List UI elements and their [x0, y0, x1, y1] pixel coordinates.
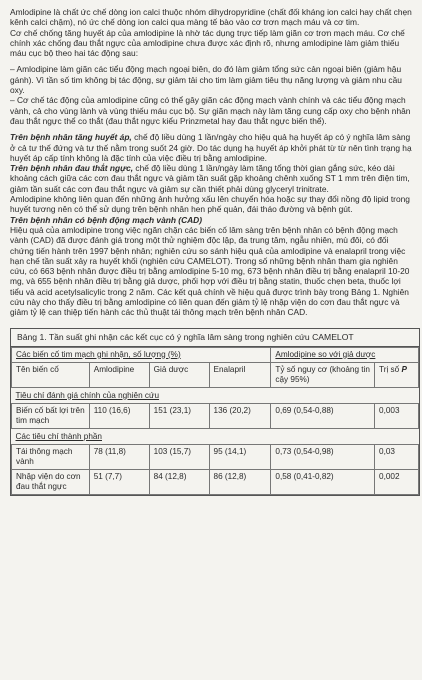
table-row [12, 444, 419, 469]
cell-hazard-ratio: 0,73 (0,54-0,98) [271, 444, 375, 469]
cell-p-value: 0,002 [375, 469, 419, 494]
col-header-p-value: Trị số P [375, 362, 419, 387]
section-row [12, 428, 419, 444]
results-table [11, 347, 419, 495]
paragraph-bullet-peripheral: – Amlodipine làm giãn các tiểu động mạch ngoại biên, do đó làm giảm tổng sức cản ngoại biên (giảm hậu gánh). Vì tần số tim không bị tác động, sự giảm tải cho tim làm giảm tiêu thụ năng lượng và giảm nhu cầu oxy. [10, 64, 402, 96]
section-label-components: Các tiêu chí thành phần [12, 428, 419, 444]
cell-amlodipine: 110 (16,6) [89, 403, 149, 428]
paragraph-angina [10, 163, 414, 194]
col-header-amlodipine: Amlodipine [89, 362, 149, 387]
paragraph-mechanism-antihypertensive: Cơ chế chống tăng huyết áp của amlodipine là nhờ tác dụng trực tiếp làm giãn cơ trơn mạch máu. Cơ chế chính xác chống đau thắt ngực của amlodipine chưa được xác định rõ, nhưng amlodipine làm giảm thiếu máu cục bộ theo hai tác động sau: [10, 27, 405, 59]
cell-amlodipine: 51 (7,7) [89, 469, 149, 494]
text-angina: chế độ liều dùng 1 lần/ngày làm tăng tổng thời gian gắng sức, kéo dài khoảng cách giữa các cơn đau thắt ngực và giảm tần suất gặp khoảng chênh xuống ST 1 mm trên điện tim, giảm tần suất các cơn đau thắt ngực và giảm sự cần thiết phải dùng glyceryl trinitrate. [10, 163, 410, 194]
heading-angina: Trên bệnh nhân đau thắt ngực, [10, 163, 134, 174]
col-header-placebo: Giả dược [149, 362, 209, 387]
cell-enalapril: 136 (20,2) [209, 403, 271, 428]
heading-hypertension: Trên bệnh nhân tăng huyết áp, [10, 132, 132, 143]
text-hypertension: chế độ liều dùng 1 lần/ngày cho hiệu quả hạ huyết áp có ý nghĩa lâm sàng ở cả tư thế đứng và tư thế nằm trong suốt 24 giờ. Do tác dụng hạ huyết áp khởi phát từ từ nên tình trạng hạ huyết áp cấp tính không là đặc tính của việc điều trị bằng amlodipine. [10, 132, 412, 163]
group-header-events: Các biến cố tim mạch ghi nhận, số lượng (%) [12, 347, 271, 362]
group-header-comparison: Amlodipine so với giả dược [271, 347, 419, 362]
cell-placebo: 84 (12,8) [149, 469, 209, 494]
paragraph-hypertension [10, 132, 414, 163]
cell-placebo: 103 (15,7) [149, 444, 209, 469]
cell-p-value: 0,03 [375, 444, 419, 469]
table-row [12, 403, 419, 428]
cell-amlodipine: 78 (11,8) [89, 444, 149, 469]
paragraph-mechanism-intro: Amlodipine là chất ức chế dòng ion calci thuộc nhóm dihydropyridine (chất đối kháng ion calci hay chất chẹn kênh calci chậm), nó ức chế dòng ion calci qua màng tế bào vào cơ trơn mạch máu và cơ tim. [10, 7, 412, 28]
paragraph-camelot: Hiệu quả của amlodipine trong việc ngăn chặn các biến cố lâm sàng trên bệnh nhân có bệnh động mạch vành (CAD) đã được đánh giá trong một thử nghiệm độc lập, đa trung tâm, ngẫu nhiên, mù đôi, có đối chứng tiến hành trên 1997 bệnh nhân; nghiên cứu so sánh hiệu quả của amlodipine và enalapril trong việc hạn chế tần suất xảy ra huyết khối (nghiên cứu CAMELOT). Trong số những bệnh nhân tham gia nghiên cứu, có 663 bệnh nhân được điều trị bằng amlodipine 5-10 mg, 673 bệnh nhân điều trị bằng enalapril 10-20 mg, và 655 bệnh nhân điều trị bằng giả dược, phối hợp với điều trị bằng statin, thuốc chẹn beta, thuốc lợi tiểu và acid acetylsalicylic trong 2 năm. Các kết quả chính về hiệu quả được trình bày trong Bảng 1. Nghiên cứu này cho thấy điều trị bằng amlodipine có liên quan đến giảm tỷ lệ nhập viện do cơn đau thắt ngực và giảm tỷ lệ can thiệp tiến hành các thủ thuật tái thông mạch trên bệnh nhân CAD. [10, 224, 410, 318]
cell-enalapril: 86 (12,8) [209, 469, 271, 494]
camelot-table [10, 328, 420, 496]
cell-hazard-ratio: 0,58 (0,41-0,82) [271, 469, 375, 494]
cell-hazard-ratio: 0,69 (0,54-0,88) [271, 403, 375, 428]
section-row [12, 387, 419, 403]
col-header-hazard-ratio: Tỷ số nguy cơ (khoảng tin cậy 95%) [271, 362, 375, 387]
cell-placebo: 151 (23,1) [149, 403, 209, 428]
paragraph-metabolic: Amlodipine không liên quan đến những ảnh hưởng xấu lên chuyển hóa hoặc sự thay đổi nồng độ lipid trong huyết tương nên có thể sử dụng trên bệnh nhân hen phế quản, đái tháo đường và bệnh gút. [10, 194, 410, 215]
table-title: Bảng 1. Tần suất ghi nhận các kết cục có ý nghĩa lâm sàng trong nghiên cứu CAMELOT [11, 329, 419, 347]
paragraph-bullet-coronary: – Cơ chế tác động của amlodipine cũng có thể gây giãn các động mạch vành chính và các tiểu động mạch vành, cả cho vùng lành và vùng thiếu máu cục bộ. Sự giãn mạch này làm tăng cung cấp oxy cho bệnh nhân đau thắt ngực thể co thắt (đau thắt ngực kiểu Prinzmetal hay đau thắt ngực biến thể). [10, 95, 411, 126]
cell-enalapril: 95 (14,1) [209, 444, 271, 469]
cell-event: Nhập viện do cơn đau thắt ngực [12, 469, 90, 494]
table-row [12, 469, 419, 494]
col-header-event: Tên biến cố [12, 362, 90, 387]
table-group-header-row [12, 347, 419, 362]
table-header-row [12, 362, 419, 387]
heading-cad: Trên bệnh nhân có bệnh động mạch vành (CAD) [10, 214, 203, 225]
col-header-enalapril: Enalapril [209, 362, 271, 387]
section-label-primary: Tiêu chí đánh giá chính của nghiên cứu [12, 387, 419, 403]
cell-event: Biến cố bất lợi trên tim mạch [12, 403, 90, 428]
cell-event: Tái thông mạch vành [12, 444, 90, 469]
cell-p-value: 0,003 [375, 403, 419, 428]
